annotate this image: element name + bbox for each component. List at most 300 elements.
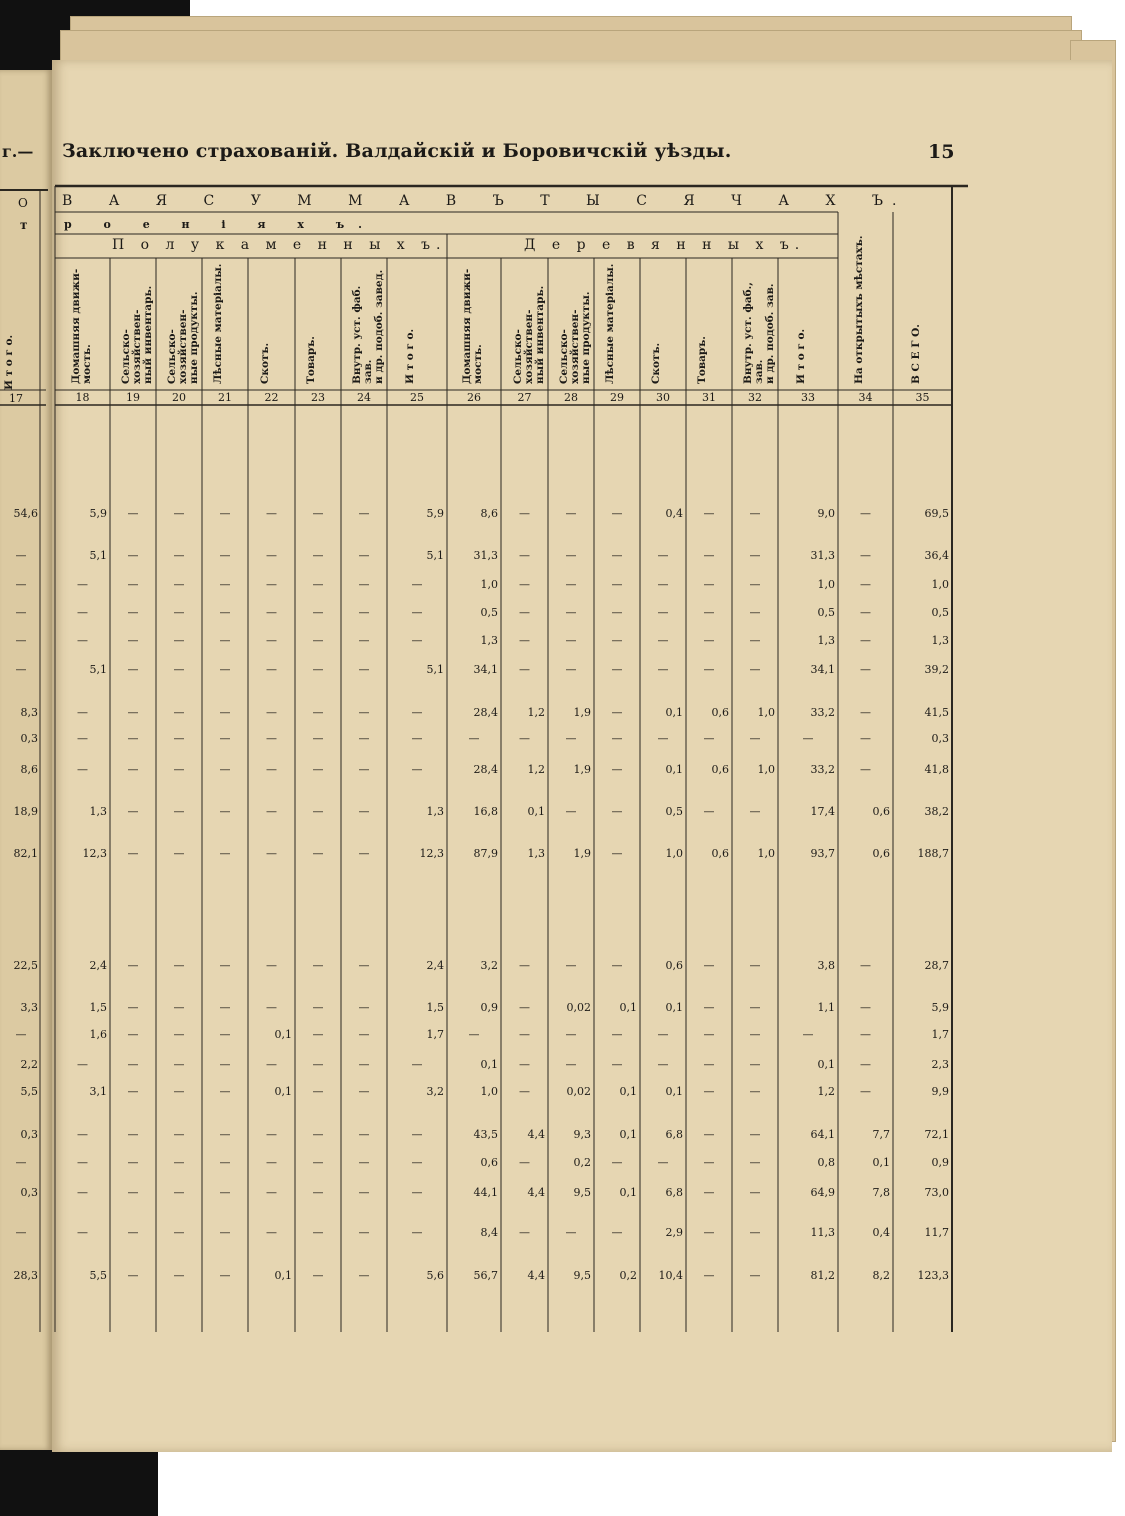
table-cell: —	[519, 732, 530, 745]
table-cell: 6,8	[665, 1128, 683, 1141]
table-cell: 9,5	[573, 1186, 591, 1199]
left-column-cell: 22,5	[13, 959, 38, 972]
table-cell: —	[703, 1186, 715, 1199]
column-header: Товаръ.	[305, 336, 317, 384]
column-number: 33	[801, 391, 815, 404]
table-cell: —	[565, 732, 577, 745]
table-cell: 1,0	[757, 763, 775, 776]
left-column-cell: —	[15, 1226, 27, 1239]
table-cell: —	[519, 507, 530, 520]
table-cell: —	[173, 1269, 185, 1282]
table-cell: 41,8	[924, 763, 949, 776]
column-header: На открытыхъ мѣстахъ.	[852, 235, 865, 384]
table-cell: —	[219, 507, 231, 520]
column-number: 25	[410, 391, 424, 404]
table-cell: —	[468, 1028, 480, 1041]
table-cell: —	[749, 578, 761, 591]
table-cell: —	[749, 549, 761, 562]
table-cell: 0,1	[665, 1001, 683, 1014]
table-cell: —	[312, 847, 324, 860]
table-cell: —	[657, 1156, 669, 1169]
table-cell: —	[519, 606, 530, 619]
table-cell: —	[611, 663, 623, 676]
table-cell: —	[219, 1156, 231, 1169]
left-column-cell: 0,3	[20, 1128, 38, 1141]
table-cell: 0,1	[619, 1001, 637, 1014]
column-header: Внутр. уст. фаб. зав. и др. подоб. завед.	[351, 269, 385, 384]
left-column-cell: 28,3	[13, 1269, 38, 1282]
table-cell: —	[519, 578, 530, 591]
table-cell: —	[358, 507, 370, 520]
table-cell: 1,9	[573, 763, 591, 776]
table-cell: 12,3	[419, 847, 444, 860]
table-cell: 0,2	[619, 1269, 637, 1282]
table-cell: 0,5	[817, 606, 835, 619]
table-cell: —	[657, 1058, 669, 1071]
column-header: Товаръ.	[696, 336, 708, 384]
table-cell: —	[266, 507, 277, 520]
table-cell: 0,1	[480, 1058, 498, 1071]
table-cell: 0,9	[480, 1001, 498, 1014]
table-cell: —	[749, 1085, 761, 1098]
table-cell: —	[127, 959, 139, 972]
table-cell: —	[411, 1226, 423, 1239]
table-cell: —	[219, 578, 231, 591]
table-cell: 11,3	[810, 1226, 835, 1239]
table-cell: —	[611, 959, 623, 972]
table-cell: —	[173, 1058, 185, 1071]
table-cell: —	[411, 606, 423, 619]
table-cell: —	[77, 1156, 88, 1169]
table-cell: —	[312, 578, 324, 591]
table-cell: —	[219, 549, 231, 562]
table-cell: —	[266, 1128, 277, 1141]
table-cell: —	[312, 1226, 324, 1239]
table-cell: —	[519, 959, 530, 972]
left-column-cell: 8,6	[20, 763, 38, 776]
table-cell: —	[127, 732, 139, 745]
table-cell: —	[703, 507, 715, 520]
table-cell: —	[749, 732, 761, 745]
table-cell: —	[312, 1085, 324, 1098]
table-cell: 0,1	[274, 1269, 292, 1282]
table-cell: —	[219, 763, 231, 776]
table-cell: 1,0	[757, 847, 775, 860]
column-number: 34	[858, 391, 873, 404]
table-cell: —	[219, 1128, 231, 1141]
left-column-cell: 82,1	[13, 847, 38, 860]
column-number: 24	[357, 391, 371, 404]
table-cell: —	[266, 1058, 277, 1071]
table-cell: —	[266, 1001, 277, 1014]
table-cell: —	[127, 805, 139, 818]
table-cell: —	[703, 732, 715, 745]
table-cell: 81,2	[810, 1269, 835, 1282]
table-cell: —	[749, 663, 761, 676]
table-cell: 0,5	[480, 606, 498, 619]
table-cell: —	[657, 663, 669, 676]
table-cell: —	[127, 549, 139, 562]
table-cell: —	[127, 1186, 139, 1199]
table-cell: 1,0	[757, 706, 775, 719]
table-cell: 5,5	[89, 1269, 107, 1282]
table-cell: —	[657, 549, 669, 562]
table-cell: —	[703, 1028, 715, 1041]
table-cell: 2,3	[931, 1058, 949, 1071]
table-cell: —	[519, 1156, 530, 1169]
table-cell: —	[127, 1269, 139, 1282]
table-cell: 1,7	[931, 1028, 949, 1041]
table-cell: —	[860, 1001, 871, 1014]
table-cell: —	[519, 1001, 530, 1014]
table-cell: —	[127, 763, 139, 776]
table-cell: —	[411, 1186, 423, 1199]
table-cell: —	[860, 549, 871, 562]
table-cell: 31,3	[473, 549, 498, 562]
table-cell: 1,0	[480, 578, 498, 591]
table-cell: 9,5	[573, 1269, 591, 1282]
table-cell: —	[77, 706, 88, 719]
table-cell: —	[468, 732, 480, 745]
table-cell: —	[611, 606, 623, 619]
column-header: Сельско-хозяйствен- ные продукты.	[166, 291, 200, 384]
table-sub-band: р о е н і я х ъ.	[64, 218, 377, 231]
column-number: 31	[702, 391, 716, 404]
left-header-sub: т	[20, 218, 28, 232]
table-cell: 44,1	[473, 1186, 498, 1199]
column-header: И т о г о.	[404, 328, 416, 384]
table-cell: —	[703, 805, 715, 818]
table-cell: —	[860, 507, 871, 520]
table-cell: —	[127, 847, 139, 860]
table-cell: 0,5	[665, 805, 683, 818]
left-column-cell: —	[15, 634, 27, 647]
table-cell: —	[312, 663, 324, 676]
table-cell: —	[749, 1058, 761, 1071]
table-cell: 0,6	[665, 959, 683, 972]
table-cell: —	[358, 805, 370, 818]
table-cell: 72,1	[924, 1128, 949, 1141]
table-cell: —	[173, 634, 185, 647]
table-cell: 8,4	[480, 1226, 498, 1239]
table-cell: —	[312, 606, 324, 619]
table-cell: —	[312, 959, 324, 972]
table-cell: —	[173, 1128, 185, 1141]
table-cell: —	[749, 634, 761, 647]
table-cell: —	[127, 507, 139, 520]
table-cell: 0,4	[872, 1226, 890, 1239]
table-cell: 9,9	[931, 1085, 949, 1098]
table-cell: 5,9	[931, 1001, 949, 1014]
left-column-cell: 8,3	[20, 706, 38, 719]
left-column-cell: —	[15, 606, 27, 619]
table-cell: 1,9	[573, 706, 591, 719]
table-cell: —	[860, 1085, 871, 1098]
column-header: И т о г о.	[795, 328, 807, 384]
table-cell: —	[703, 663, 715, 676]
table-cell: 73,0	[924, 1186, 949, 1199]
table-cell: —	[703, 959, 715, 972]
left-column-cell: —	[15, 663, 27, 676]
table-cell: —	[611, 805, 623, 818]
table-cell: —	[611, 578, 623, 591]
table-cell: 1,0	[817, 578, 835, 591]
table-cell: —	[860, 634, 871, 647]
table-cell: —	[749, 606, 761, 619]
table-cell: —	[411, 763, 423, 776]
table-cell: —	[565, 507, 577, 520]
table-cell: 43,5	[473, 1128, 498, 1141]
table-cell: 1,0	[480, 1085, 498, 1098]
table-cell: 64,9	[810, 1186, 835, 1199]
table-cell: —	[411, 1058, 423, 1071]
table-cell: —	[749, 1001, 761, 1014]
left-header-top: О	[18, 196, 28, 210]
table-cell: —	[173, 1226, 185, 1239]
table-cell: —	[611, 763, 623, 776]
table-cell: —	[219, 1058, 231, 1071]
table-cell: 7,8	[872, 1186, 890, 1199]
table-cell: —	[519, 1058, 530, 1071]
table-cell: 188,7	[917, 847, 949, 860]
table-cell: —	[519, 1226, 530, 1239]
table-cell: —	[173, 763, 185, 776]
table-cell: 0,8	[817, 1156, 835, 1169]
table-band-title: В А Я С У М М А В Ъ Т Ы С Я Ч А Х Ъ.	[62, 193, 906, 209]
table-cell: —	[266, 732, 277, 745]
table-cell: 9,3	[573, 1128, 591, 1141]
table-cell: —	[312, 549, 324, 562]
table-cell: 41,5	[924, 706, 949, 719]
table-cell: 2,9	[665, 1226, 683, 1239]
table-cell: —	[358, 578, 370, 591]
column-number: 19	[126, 391, 140, 404]
table-cell: —	[173, 606, 185, 619]
table-cell: 2,4	[89, 959, 107, 972]
table-cell: —	[77, 1186, 88, 1199]
table-cell: —	[127, 1085, 139, 1098]
left-column-cell: 2,2	[20, 1058, 38, 1071]
table-cell: —	[77, 1058, 88, 1071]
column-header: Сельско-хозяйствен- ный инвентарь.	[511, 285, 546, 384]
table-cell: —	[565, 959, 577, 972]
table-cell: —	[173, 1186, 185, 1199]
table-cell: —	[219, 1001, 231, 1014]
table-cell: 87,9	[473, 847, 498, 860]
column-header: Лѣсные матеріалы.	[212, 263, 224, 384]
column-header: Сельско-хозяйствен- ные продукты.	[558, 291, 592, 384]
table-cell: —	[127, 634, 139, 647]
table-cell: 3,2	[480, 959, 498, 972]
table-cell: —	[358, 1156, 370, 1169]
table-cell: —	[127, 578, 139, 591]
table-cell: —	[312, 1156, 324, 1169]
table-cell: —	[657, 606, 669, 619]
table-cell: —	[358, 1058, 370, 1071]
table-cell: —	[312, 634, 324, 647]
table-cell: 0,02	[566, 1001, 591, 1014]
table-cell: —	[703, 1269, 715, 1282]
table-cell: —	[173, 847, 185, 860]
table-cell: —	[411, 706, 423, 719]
column-header: Скотъ.	[258, 342, 271, 384]
column-number: 26	[467, 391, 481, 404]
table-cell: —	[749, 1156, 761, 1169]
left-column-cell: 0,3	[20, 1186, 38, 1199]
table-cell: —	[611, 847, 623, 860]
table-cell: 2,4	[426, 959, 444, 972]
table-cell: —	[173, 959, 185, 972]
table-cell: —	[860, 1028, 871, 1041]
table-cell: —	[77, 763, 88, 776]
table-cell: —	[266, 606, 277, 619]
table-cell: —	[749, 1186, 761, 1199]
table-cell: 6,8	[665, 1186, 683, 1199]
table-cell: —	[219, 1186, 231, 1199]
table-cell: 5,1	[89, 549, 107, 562]
table-cell: —	[358, 1028, 370, 1041]
column-number: 29	[610, 391, 624, 404]
table-cell: —	[411, 578, 423, 591]
table-cell: 0,02	[566, 1085, 591, 1098]
table-cell: —	[266, 763, 277, 776]
left-column-cell: 54,6	[13, 507, 38, 520]
group-header-polukamennykh: П о л у к а м е н н ы х ъ.	[112, 237, 447, 253]
table-cell: —	[173, 663, 185, 676]
table-cell: 93,7	[810, 847, 835, 860]
table-cell: —	[173, 1085, 185, 1098]
table-cell: 39,2	[924, 663, 949, 676]
table-cell: —	[802, 732, 814, 745]
table-cell: 1,3	[89, 805, 107, 818]
table-cell: —	[77, 578, 88, 591]
column-header: В С Е Г О.	[909, 324, 922, 384]
left-column-cell: 18,9	[13, 805, 38, 818]
table-cell: 0,1	[665, 1085, 683, 1098]
table-cell: —	[703, 1085, 715, 1098]
table-cell: —	[219, 1226, 231, 1239]
table-cell: —	[312, 1028, 324, 1041]
table-cell: —	[219, 1028, 231, 1041]
table-cell: 0,6	[872, 805, 890, 818]
table-cell: —	[749, 1028, 761, 1041]
column-number: 23	[311, 391, 325, 404]
table-cell: 8,2	[872, 1269, 890, 1282]
column-header: Домашняя движи- мость.	[461, 268, 484, 384]
table-cell: 12,3	[82, 847, 107, 860]
table-cell: 3,2	[426, 1085, 444, 1098]
table-cell: —	[860, 706, 871, 719]
table-cell: 7,7	[872, 1128, 890, 1141]
table-cell: —	[411, 1156, 423, 1169]
table-cell: 34,1	[810, 663, 835, 676]
table-cell: 1,3	[527, 847, 545, 860]
table-cell: 31,3	[810, 549, 835, 562]
table-cell: —	[749, 1269, 761, 1282]
column-number: 32	[748, 391, 762, 404]
left-column-cell: 5,5	[20, 1085, 38, 1098]
table-cell: 0,1	[619, 1085, 637, 1098]
table-cell: —	[358, 1085, 370, 1098]
table-cell: —	[266, 959, 277, 972]
table-cell: —	[565, 578, 577, 591]
table-cell: —	[565, 1226, 577, 1239]
table-cell: —	[749, 959, 761, 972]
table-cell: —	[219, 1085, 231, 1098]
table-cell: 4,4	[527, 1128, 545, 1141]
facing-page-header-fragment: г.—	[2, 142, 34, 161]
table-cell: —	[611, 732, 623, 745]
column-header: Домашняя движи- мость.	[69, 268, 93, 384]
table-cell: —	[127, 1028, 139, 1041]
table-cell: 0,5	[931, 606, 949, 619]
table-cell: 11,7	[924, 1226, 949, 1239]
table-cell: —	[127, 706, 139, 719]
table-cell: —	[358, 847, 370, 860]
table-cell: —	[127, 1226, 139, 1239]
table-cell: —	[860, 763, 871, 776]
table-cell: —	[565, 805, 577, 818]
table-cell: 1,3	[931, 634, 949, 647]
table-cell: —	[611, 706, 623, 719]
left-column-cell: —	[15, 578, 27, 591]
table-cell: —	[860, 959, 871, 972]
table-cell: —	[266, 549, 277, 562]
table-cell: —	[77, 634, 88, 647]
table-cell: —	[312, 1001, 324, 1014]
table-cell: —	[703, 634, 715, 647]
table-cell: —	[519, 1085, 530, 1098]
table-cell: —	[565, 634, 577, 647]
column-number: 30	[656, 391, 670, 404]
table-cell: —	[611, 1226, 623, 1239]
table-cell: 5,1	[89, 663, 107, 676]
table-cell: —	[173, 578, 185, 591]
table-cell: 8,6	[480, 507, 498, 520]
table-cell: 36,4	[924, 549, 949, 562]
table-cell: —	[657, 1028, 669, 1041]
table-cell: —	[749, 805, 761, 818]
table-cell: —	[657, 578, 669, 591]
table-cell: —	[703, 1156, 715, 1169]
table-cell: 1,3	[480, 634, 498, 647]
table-cell: —	[219, 805, 231, 818]
table-cell: 0,1	[872, 1156, 890, 1169]
table-cell: —	[749, 507, 761, 520]
table-cell: —	[219, 847, 231, 860]
table-cell: 5,9	[426, 507, 444, 520]
table-cell: 1,2	[527, 706, 545, 719]
table-cell: —	[312, 732, 324, 745]
table-cell: 3,8	[817, 959, 835, 972]
table-cell: —	[657, 732, 669, 745]
table-cell: 0,6	[711, 763, 729, 776]
table-cell: —	[519, 634, 530, 647]
table-cell: 28,7	[924, 959, 949, 972]
table-cell: —	[703, 549, 715, 562]
page-number: 15	[928, 141, 955, 163]
table-cell: —	[411, 634, 423, 647]
table-cell: —	[657, 634, 669, 647]
table-cell: 1,7	[426, 1028, 444, 1041]
table-cell: 1,5	[426, 1001, 444, 1014]
column-number: 18	[75, 391, 90, 404]
table-cell: —	[519, 549, 530, 562]
table-cell: 28,4	[473, 706, 498, 719]
table-cell: 0,1	[817, 1058, 835, 1071]
table-cell: —	[266, 1226, 277, 1239]
table-cell: —	[860, 732, 871, 745]
